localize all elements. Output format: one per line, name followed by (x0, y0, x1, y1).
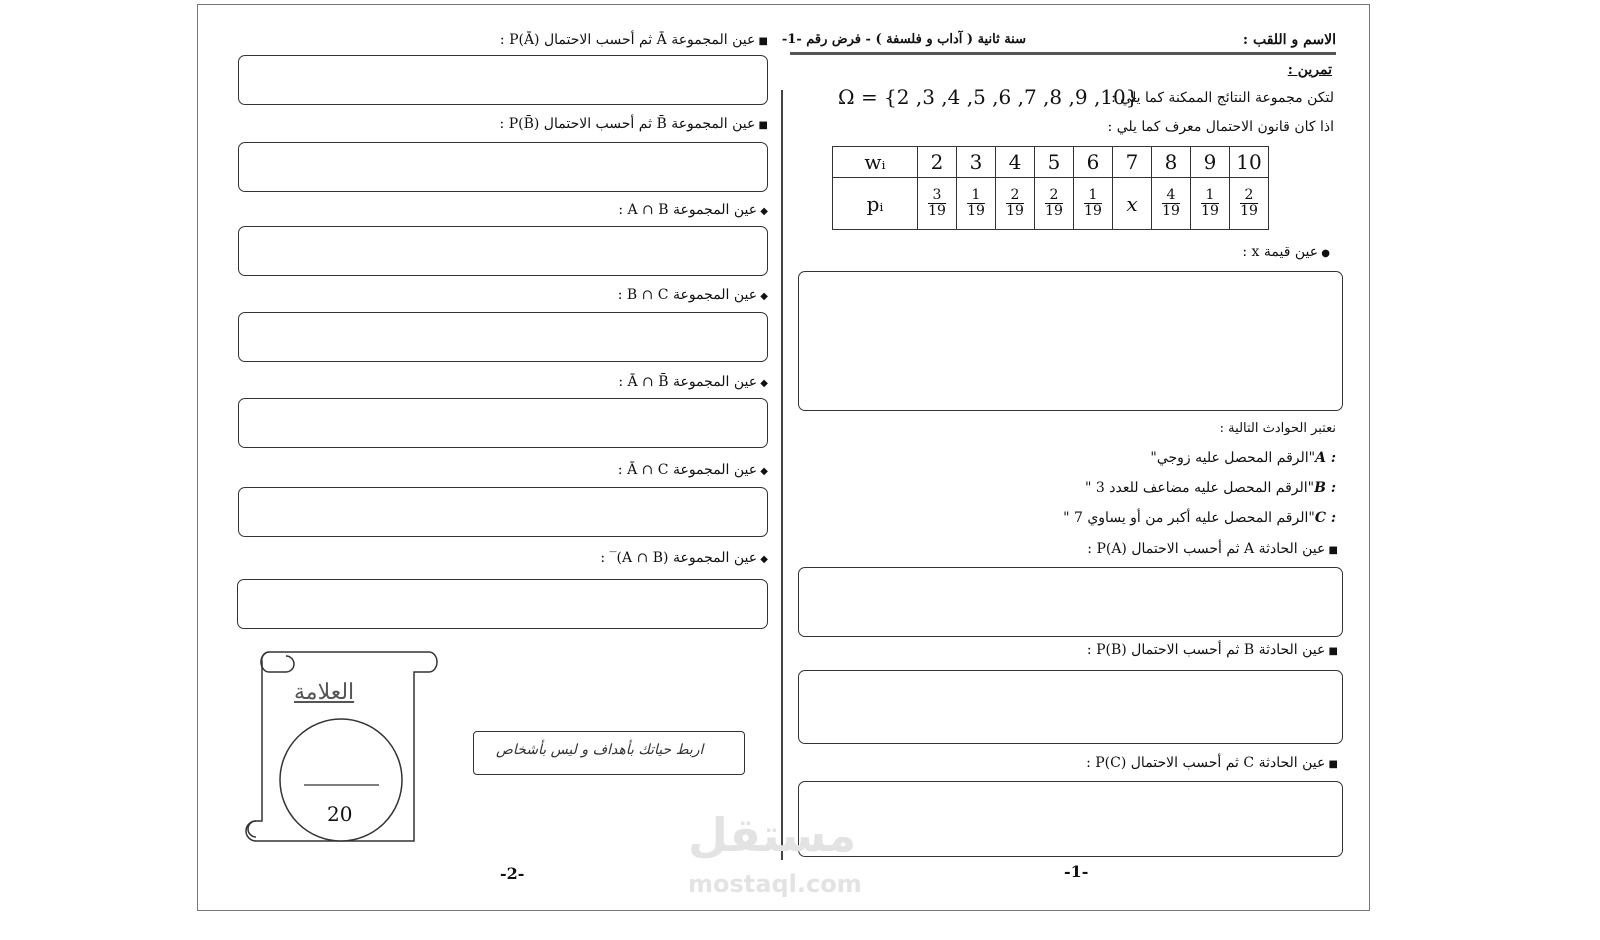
motto-text: اربط حياتك بأهداف و ليس بأشخاص (496, 742, 704, 758)
answer-box-complement-a-inter-b[interactable] (237, 579, 768, 629)
answer-box-abar-inter-bbar[interactable] (238, 398, 768, 448)
answer-box-c[interactable] (798, 781, 1343, 857)
answer-box-a-inter-b[interactable] (238, 226, 768, 276)
prob-fraction: $\frac{1}{19}$ (967, 186, 985, 219)
probability-table (832, 146, 1269, 230)
watermark-arabic: مستقل (688, 808, 857, 862)
question-abar-inter-bbar: ◆ عين المجموعة Ā ∩ B̄ : (618, 374, 768, 390)
page-number-2: -2- (500, 864, 525, 883)
value-cell: 2 (918, 147, 957, 178)
question-b: ■ عين الحادثة B ثم أحسب الاحتمال P(B) : (1086, 642, 1338, 658)
value-cell: 9 (1191, 147, 1230, 178)
watermark-latin: mostaql.com (688, 870, 862, 898)
answer-box-a-complement[interactable] (238, 55, 768, 105)
question-b-inter-c: ◆ عين المجموعة B ∩ C : (617, 287, 768, 303)
value-cell: 3 (957, 147, 996, 178)
law-intro: اذا كان قانون الاحتمال معرف كما يلي : (1107, 119, 1334, 135)
exercise-title: تمرين : (1287, 62, 1332, 78)
value-cell: 4 (996, 147, 1035, 178)
answer-box-abar-inter-c[interactable] (238, 487, 768, 537)
omega-intro: لتكن مجموعة النتائج الممكنة كما يلي : (1111, 90, 1334, 106)
header-line (790, 52, 1336, 55)
value-cell: 7 (1113, 147, 1152, 178)
event-a: A :"الرقم المحصل عليه زوجي" (1150, 450, 1336, 466)
event-c: C :"الرقم المحصل عليه أكبر من أو يساوي 7 " (1063, 510, 1336, 526)
question-abar-inter-c: ◆ عين المجموعة Ā ∩ C : (617, 462, 768, 478)
question-x: ● عين قيمة x : (1242, 244, 1330, 260)
question-c: ■ عين الحادثة C ثم أحسب الاحتمال P(C) : (1086, 755, 1338, 771)
page-number-1: -1- (1064, 862, 1089, 881)
question-complement-a-inter-b: ◆ عين المجموعة (A ∩ B)‾ : (600, 550, 768, 566)
value-cell: 6 (1074, 147, 1113, 178)
prob-fraction: $\frac{1}{19}$ (1084, 186, 1102, 219)
events-intro: نعتبر الحوادث التالية : (1219, 421, 1336, 436)
prob-fraction: $\frac{2}{19}$ (1240, 186, 1258, 219)
value-cell: 8 (1152, 147, 1191, 178)
class-title: سنة ثانية ( آداب و فلسفة ) - فرض رقم -1- (781, 32, 1026, 47)
question-a-complement: ■ عين المجموعة Ā ثم أحسب الاحتمال P(Ā) : (499, 32, 768, 48)
question-a-inter-b: ◆ عين المجموعة A ∩ B : (618, 202, 768, 218)
grade-total: 20 (327, 802, 353, 826)
grade-title: العلامة (294, 680, 355, 705)
name-label: الاسم و اللقب : (1242, 32, 1336, 48)
question-b-complement: ■ عين المجموعة B̄ ثم أحسب الاحتمال P(B̄) : (499, 116, 768, 132)
row-header-w: wᵢ (833, 147, 918, 178)
prob-fraction: $\frac{4}{19}$ (1162, 186, 1180, 219)
answer-box-b-complement[interactable] (238, 142, 768, 192)
value-cell: 5 (1035, 147, 1074, 178)
prob-fraction: $\frac{2}{19}$ (1045, 186, 1063, 219)
row-header-p: pᵢ (833, 178, 918, 230)
prob-fraction: $\frac{3}{19}$ (928, 186, 946, 219)
answer-box-b-inter-c[interactable] (238, 312, 768, 362)
omega-set: Ω = {2 ,3 ,4 ,5 ,6 ,7 ,8 ,9 ,10} (838, 85, 1139, 109)
answer-box-b[interactable] (798, 670, 1343, 744)
event-b: B :"الرقم المحصل عليه مضاعف للعدد 3 " (1084, 480, 1336, 496)
prob-fraction: $\frac{2}{19}$ (1006, 186, 1024, 219)
prob-fraction: $\frac{1}{19}$ (1201, 186, 1219, 219)
answer-box-a[interactable] (798, 567, 1343, 637)
prob-unknown-x: x (1113, 178, 1152, 230)
value-cell: 10 (1230, 147, 1269, 178)
answer-box-x[interactable] (798, 271, 1343, 411)
page-divider (781, 90, 783, 860)
question-a: ■ عين الحادثة A ثم أحسب الاحتمال P(A) : (1087, 541, 1338, 557)
